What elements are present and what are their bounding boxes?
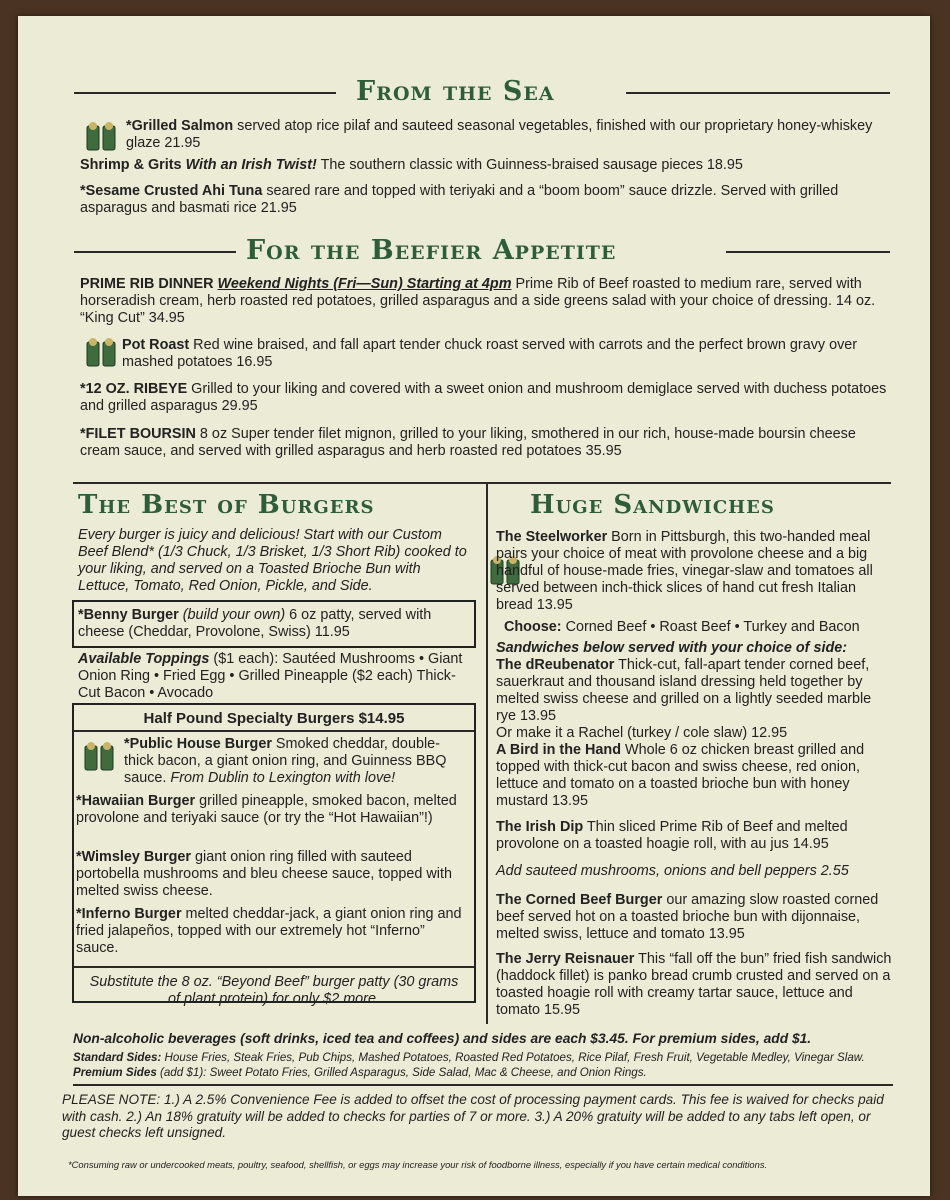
menu-item-public-house: *Public House Burger Smoked cheddar, double-thick bacon, a giant onion ring, and Guinness BBQ sauce. From Dublin to Lexington with love! (124, 736, 447, 786)
side-note: Sandwiches below served with your choice of side: (496, 640, 848, 656)
divider (74, 730, 474, 732)
menu-item-salmon: *Grilled Salmon served atop rice pilaf and sauteed seasonal vegetables, finished with our proprietary honey-whiskey glaze 21.95 (126, 118, 873, 151)
section-title-sandwiches: Huge Sandwiches (530, 490, 775, 520)
divider (74, 966, 474, 968)
menu-item-reubenator: The dReubenator Thick-cut, fall-apart tender corned beef, sauerkraut and thousand island dressing held together by melted swiss cheese and grilled on a lightly seeded marble rye 13.95 Or make it a Rachel (turkey / cole slaw) 12.95 (496, 657, 872, 741)
divider (626, 92, 890, 94)
menu-page (18, 16, 930, 1196)
choose-meat: Choose: Corned Beef • Roast Beef • Turkey and Bacon (504, 619, 860, 635)
section-title-sea: From the Sea (356, 76, 555, 107)
divider (74, 92, 336, 94)
section-title-burgers: The Best of Burgers (78, 490, 375, 520)
menu-item-benny: *Benny Burger (build your own) 6 oz patty, served with cheese (Cheddar, Provolone, Swiss) 11.95 (78, 607, 432, 640)
burger-intro: Every burger is juicy and delicious! Start with our Custom Beef Blend* (1/3 Chuck, 1/3 Brisket, 1/3 Short Rib) cooked to your liking, and served on a Toasted Brioche Bun with Lettuce, Tomato, Red Onion, Pickle, and Side. (78, 527, 467, 594)
menu-item-bird-in-hand: A Bird in the Hand Whole 6 oz chicken breast grilled and topped with thick-cut bacon and swiss cheese, red onion, lettuce and tomato on a toasted brioche bun with honey mustard 13.95 (496, 742, 865, 809)
menu-item-corned-beef-burger: The Corned Beef Burger our amazing slow roasted corned beef served hot on a toasted brioche bun with dijonnaise, melted swiss, lettuce and tomato 13.95 (496, 892, 879, 942)
divider (73, 482, 891, 484)
menu-item-steelworker: The Steelworker Born in Pittsburgh, this two-handed meal pairs your choice of meat with provolone cheese and a big handful of house-made fries, vinegar-slaw and tomatoes all served between inch-thick slices of hand cut fresh Italian bread 13.95 (496, 529, 873, 613)
menu-item-wimsley: *Wimsley Burger giant onion ring filled with sauteed portobella mushrooms and bleu cheese sauce, topped with melted swiss cheese. (76, 849, 452, 899)
payment-note: PLEASE NOTE: 1.) A 2.5% Convenience Fee is added to offset the cost of processing payment cards. This fee is waived for checks paid with cash. 2.) An 18% gratuity will be added to checks for parties of 7 or more. 3.) A 20% gratuity will be added to any tabs left open, or guest checks left unsigned. (62, 1092, 884, 1140)
pint-glasses-icon (84, 120, 118, 154)
divider (726, 251, 890, 253)
menu-item-shrimp: Shrimp & Grits With an Irish Twist! The southern classic with Guinness-braised sausage pieces 18.95 (80, 157, 743, 173)
foodborne-disclaimer: *Consuming raw or undercooked meats, poultry, seafood, shellfish, or eggs may increase your risk of foodborne illness, especially if you have certain medical conditions. (68, 1159, 768, 1170)
toppings: Available Toppings ($1 each): Sautéed Mushrooms • Giant Onion Ring • Fried Egg • Grilled Pineapple ($2 each) Thick-Cut Bacon • Avocado (78, 651, 463, 701)
beyond-beef-note: Substitute the 8 oz. “Beyond Beef” burger patty (30 grams of plant protein) for only $2 more. (89, 974, 459, 1007)
section-title-beef: For the Beefier Appetite (246, 235, 617, 266)
pint-glasses-icon (82, 740, 116, 774)
divider (74, 251, 236, 253)
menu-item-hawaiian: *Hawaiian Burger grilled pineapple, smoked bacon, melted provolone and teriyaki sauce (or try the “Hot Hawaiian”!) (76, 793, 457, 826)
menu-item-pot-roast: Pot Roast Red wine braised, and fall apart tender chuck roast served with carrots and the perfect brown gravy over mashed potatoes 16.95 (122, 337, 858, 370)
sides-list: Standard Sides: House Fries, Steak Fries, Pub Chips, Mashed Potatoes, Roasted Red Potatoes, Rice Pilaf, Fresh Fruit, Vegetable Medley, Vinegar Slaw. Premium Sides (add $1): Sweet Potato Fries, Grilled Asparagus, Side Salad, Mac & Cheese, and Onion Rings. (73, 1051, 865, 1079)
pint-glasses-icon (84, 336, 118, 370)
menu-item-irish-dip: The Irish Dip Thin sliced Prime Rib of Beef and melted provolone on a toasted hoagie roll, with au jus 14.95 (496, 819, 848, 852)
menu-item-jerry-reisnauer: The Jerry Reisnauer This “fall off the bun” fried fish sandwich (haddock fillet) is panko bread crumb crusted and served on a toasted hoagie roll with creamy tartar sauce, lettuce and tomato 15.95 (496, 951, 892, 1018)
beverages-note: Non-alcoholic beverages (soft drinks, iced tea and coffees) and sides are each $3.45. For premium sides, add $1. (73, 1031, 812, 1046)
specialty-title: Half Pound Specialty Burgers $14.95 (143, 710, 405, 727)
divider (73, 1084, 893, 1086)
menu-item-prime-rib: PRIME RIB DINNER Weekend Nights (Fri—Sun) Starting at 4pm Prime Rib of Beef roasted to medium rare, served with horseradish cream, herb roasted red potatoes, grilled asparagus and a side greens salad with your choice of dressing. 14 oz. “King Cut” 34.95 (80, 276, 876, 326)
menu-item-filet: *FILET BOURSIN 8 oz Super tender filet mignon, grilled to your liking, smothered in our rich, house-made boursin cheese cream sauce, and served with grilled asparagus and herb roasted red potatoes 35.95 (80, 426, 856, 459)
menu-item-inferno: *Inferno Burger melted cheddar-jack, a giant onion ring and fried jalapeños, topped with our extremely hot “Inferno” sauce. (76, 906, 462, 956)
add-on-note: Add sauteed mushrooms, onions and bell peppers 2.55 (496, 863, 849, 879)
menu-item-ribeye: *12 OZ. RIBEYE Grilled to your liking and covered with a sweet onion and mushroom demiglace served with duchess potatoes and grilled asparagus 29.95 (80, 381, 887, 414)
menu-item-tuna: *Sesame Crusted Ahi Tuna seared rare and topped with teriyaki and a “boom boom” sauce drizzle. Served with grilled asparagus and basmati rice 21.95 (80, 183, 839, 216)
